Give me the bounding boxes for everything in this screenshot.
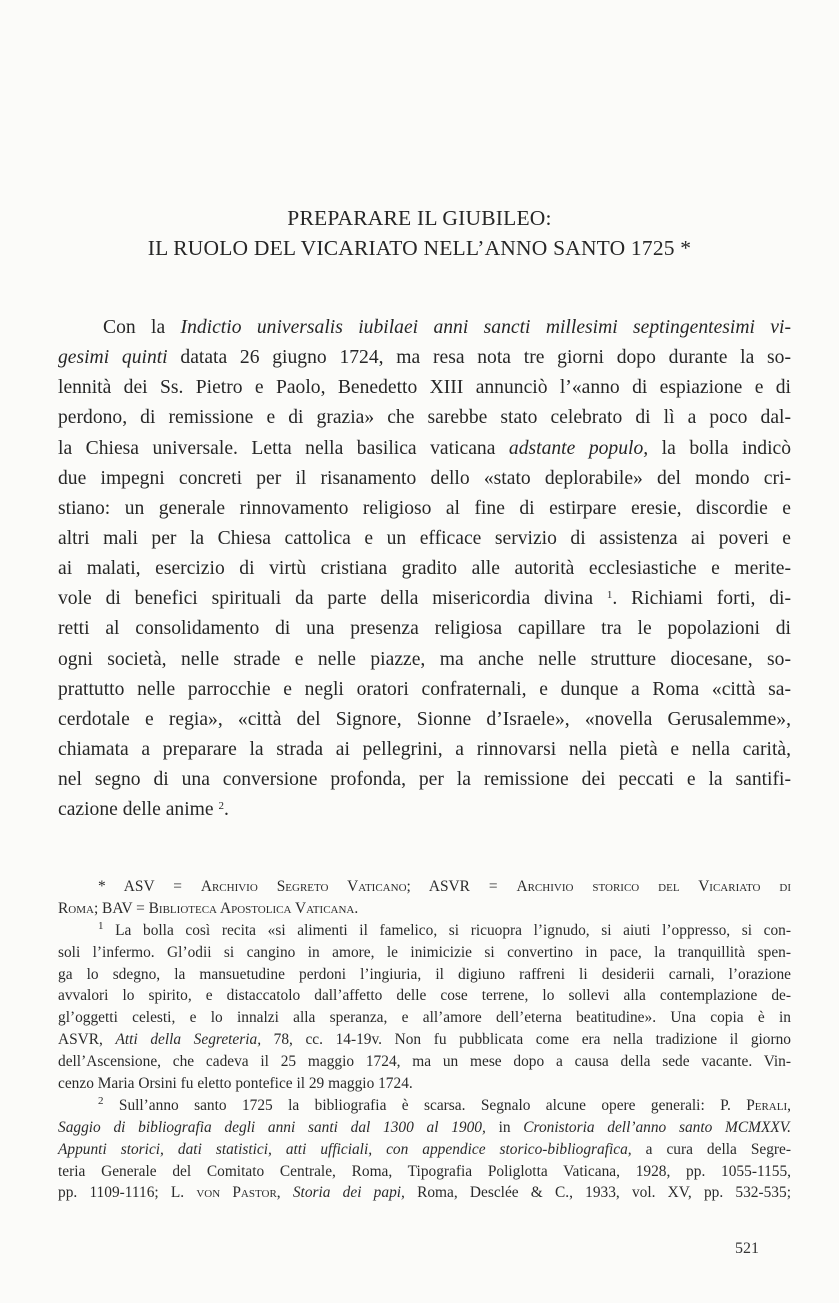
italic-text: adstante populo,	[508, 437, 649, 459]
smallcaps-text: Roma	[58, 899, 94, 917]
text-run: . Richiami forti, di-	[612, 588, 792, 610]
chapter-title	[60, 203, 779, 263]
footnote-line	[58, 1117, 791, 1139]
body-line: nel segno di una conversione profonda, per la remissione dei peccati e la santifi-	[58, 769, 791, 791]
body-line: retti al consolidamento di una presenza religiosa capillare tra le popolazioni di	[58, 618, 791, 640]
footnote-line: gl’oggetti celesti, e lo innalzi alla speranza, e all’amore dell’eterna beatitudine». Una copia è in	[58, 1009, 791, 1027]
text-run: la bolla indicò	[648, 437, 792, 459]
smallcaps-text: von Pastor	[196, 1184, 277, 1202]
italic-text: Saggio di bibliografia degli anni santi dal 1300 al 1900,	[58, 1118, 486, 1136]
italic-text: Appunti storici, dati statistici, atti ufficiali, con appendice storico-bibliografica,	[58, 1140, 632, 1158]
text-run: 78, cc. 14-19v. Non fu pubblicata come era nella tradizione il giorno	[261, 1031, 792, 1049]
body-line: chiamata a preparare la strada ai pellegrini, a rinnovarsi nella pietà e nella carità,	[58, 738, 791, 760]
text-run: .	[354, 899, 359, 917]
smallcaps-text: Biblioteca Apostolica Vaticana	[148, 899, 355, 917]
text-run: in	[485, 1118, 524, 1136]
text-run: la Chiesa universale. Letta nella basilica vaticana	[58, 437, 509, 459]
footnote-line	[58, 898, 791, 920]
text-run: ; BAV =	[93, 899, 149, 917]
text-run: Roma, Desclée & C., 1933, vol. XV, pp. 532-535;	[404, 1184, 791, 1202]
footnote-line: avvalori lo spirito, e distaccatolo dall’affetto delle cose terrene, lo sollevi alla contemplazione de-	[58, 987, 791, 1005]
italic-text: Storia dei papi,	[292, 1184, 405, 1202]
text-run: * ASV =	[98, 878, 201, 895]
body-line	[58, 795, 791, 825]
text-run: ; ASVR =	[406, 878, 517, 895]
body-line: perdono, di remissione e di grazia» che sarebbe stato celebrato di lì a poco dal-	[58, 407, 791, 429]
footnotes	[58, 876, 791, 1204]
body-line: ai malati, esercizio di virtù cristiana gradito alle autorità ecclesiastiche e merite-	[58, 558, 791, 580]
body-line: prattutto nelle parrocchie e negli oratori confraternali, e dunque a Roma «città sa-	[58, 678, 791, 700]
body-line: cerdotale e regia», «città del Signore, Sionne d’Israele», «novella Gerusalemme»,	[58, 708, 791, 730]
page-number: 521	[735, 1240, 759, 1257]
italic-text: Indictio universalis iubilaei anni sancti millesimi septingentesimi vi-	[180, 317, 791, 338]
footnote-marker-1: 1	[98, 919, 104, 932]
text-run: Sull’anno santo 1725 la bibliografia è scarsa. Segnalo alcune opere generali: P.	[103, 1096, 747, 1114]
footnote-line	[58, 920, 791, 942]
text-run: datata 26 giugno 1724, ma resa nota tre giorni dopo durante la so-	[167, 347, 791, 369]
footnote-line: cenzo Maria Orsini fu eletto pontefice il 29 maggio 1724.	[58, 1075, 413, 1093]
body-line	[58, 434, 791, 464]
smallcaps-text: Perali	[746, 1096, 788, 1114]
footnote-ref-1[interactable]: 1	[606, 589, 613, 602]
text-run: ,	[787, 1096, 791, 1114]
body-paragraph	[58, 313, 791, 825]
footnote-line: ga lo sdegno, la mansuetudine perdoni l’ingiuria, il digiuno raffreni li desiderii carnali, l’orazione	[58, 965, 791, 983]
footnote-line: soli l’infermo. Gl’odii si cangino in amore, le inimicizie si convertino in pace, la tranquillità spen-	[58, 943, 791, 961]
footnote-line	[58, 1095, 791, 1117]
body-line: altri mali per la Chiesa cattolica e un efficace servizio di assistenza ai poveri e	[58, 527, 791, 549]
body-line: lennità dei Ss. Pietro e Paolo, Benedetto XIII annunciò l’«anno di espiazione e di	[58, 377, 791, 399]
text-run: vole di benefici spirituali da parte della misericordia divina	[58, 588, 607, 610]
footnote-line	[58, 1139, 791, 1161]
footnote-line	[58, 876, 791, 898]
text-run: La bolla così recita «si alimenti il famelico, si ricuopra l’ignudo, si aiuti l’oppresso, si con-	[103, 921, 791, 939]
body-line: stiano: un generale rinnovamento religioso al fine di estirpare eresie, discordie e	[58, 497, 791, 519]
smallcaps-text: Archivio storico del Vicariato di	[516, 878, 791, 895]
body-line: ogni società, nelle strade e nelle piazze, ma anche nelle strutture diocesane, so-	[58, 648, 791, 670]
body-line	[58, 343, 791, 373]
footnote-ref-2[interactable]: 2	[218, 800, 224, 813]
title-line-1: PREPARARE IL GIUBILEO:	[287, 206, 552, 230]
text-run: cazione delle anime	[58, 799, 219, 821]
italic-text: gesimi quinti	[58, 347, 168, 369]
footnote-line: dell’Ascensione, che cadeva il 25 maggio 1724, ma un mese dopo a causa della sede vacante. Vin-	[58, 1053, 791, 1071]
text-run: pp. 1109-1116; L.	[58, 1184, 197, 1202]
italic-text: Cronistoria dell’anno santo MCMXXV.	[523, 1118, 792, 1136]
text-run: a cura della Segre-	[631, 1140, 791, 1158]
footnote-marker-2: 2	[98, 1094, 104, 1107]
body-line	[58, 313, 791, 343]
footnote-line: teria Generale del Comitato Centrale, Roma, Tipografia Poliglotta Vaticana, 1928, pp. 1055-1155,	[58, 1162, 791, 1180]
title-line-2: IL RUOLO DEL VICARIATO NELL’ANNO SANTO 1725 *	[147, 236, 692, 260]
body-line	[58, 584, 791, 614]
text-run: Con la	[103, 317, 181, 338]
footnote-line	[58, 1182, 791, 1204]
text-run: ASVR,	[58, 1031, 116, 1049]
text-run: ,	[276, 1184, 293, 1202]
text-run: .	[223, 799, 229, 821]
italic-text: Atti della Segreteria,	[115, 1031, 262, 1049]
body-line: due impegni concreti per il risanamento dello «stato deplorabile» del mondo cri-	[58, 467, 791, 489]
smallcaps-text: Archivio Segreto Vaticano	[200, 878, 407, 895]
footnote-line	[58, 1029, 791, 1051]
